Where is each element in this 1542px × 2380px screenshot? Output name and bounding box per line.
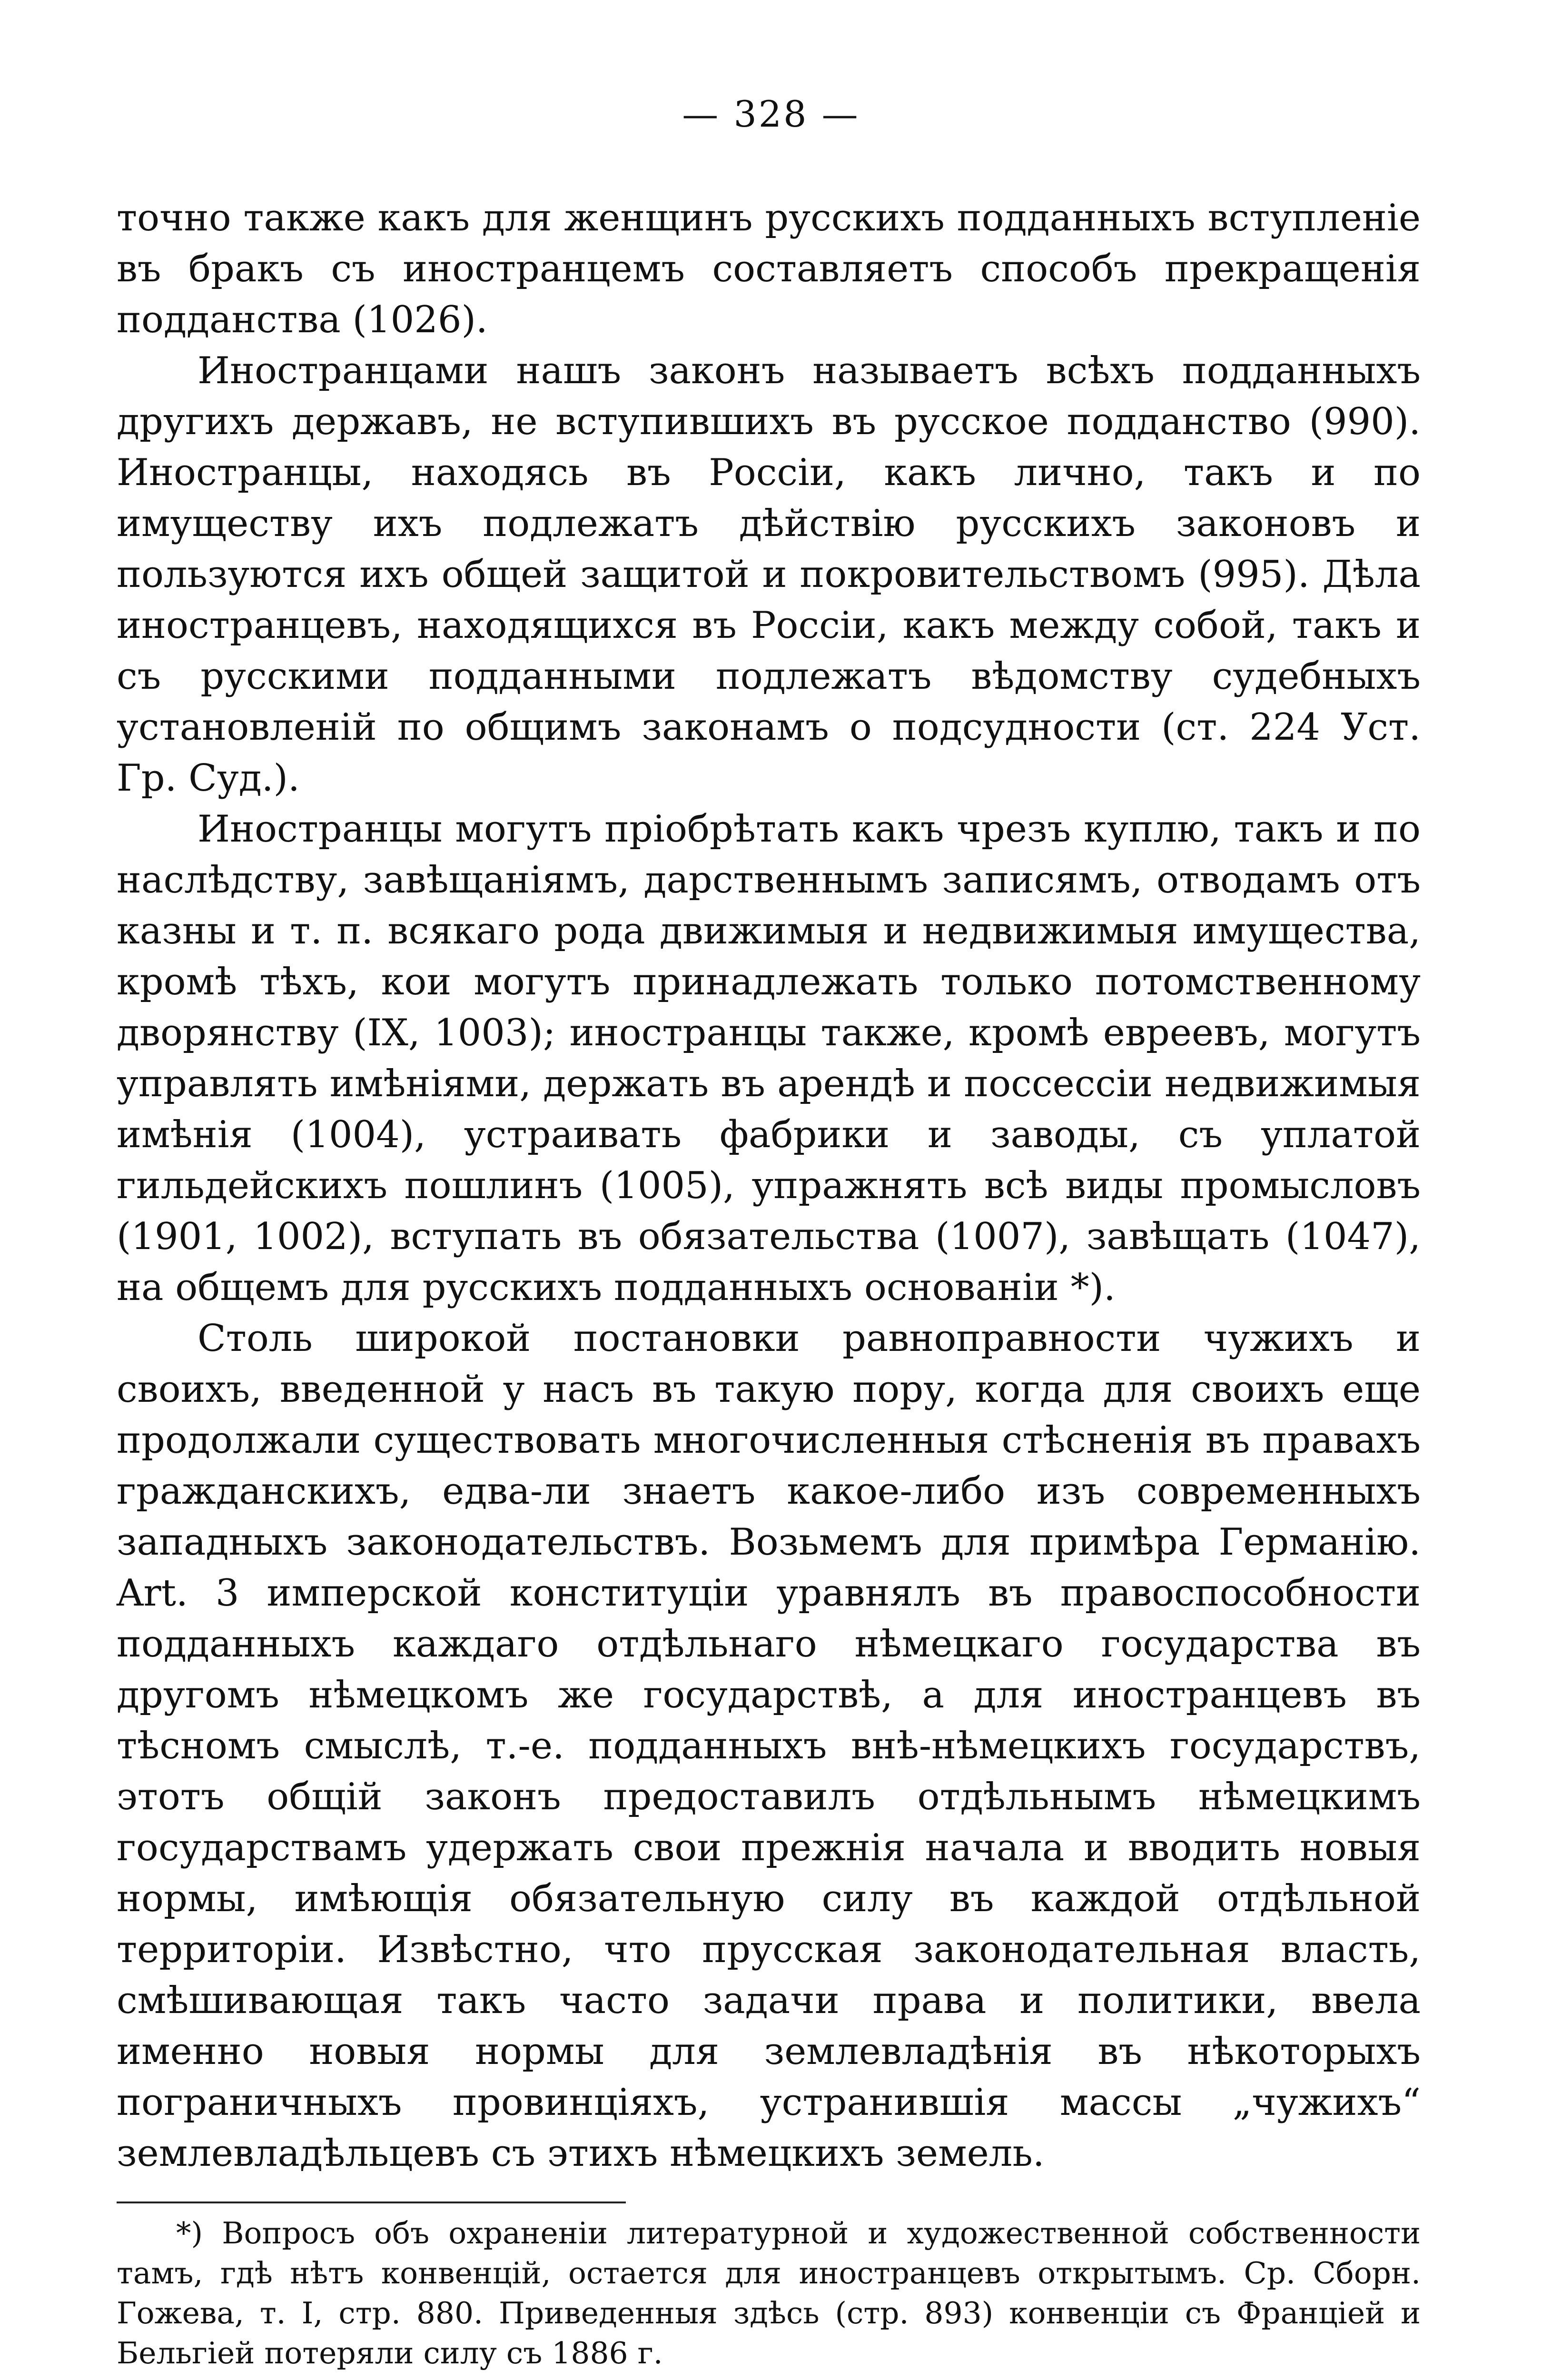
- page-number: — 328 —: [682, 93, 860, 135]
- paragraph-foreigners-definition: Иностранцами нашъ законъ называетъ всѣхъ подданныхъ другихъ державъ, не вступившихъ въ русское подданство (990). Иностранцы, находясь въ Россіи, какъ лично, такъ и по имуществу ихъ подлежатъ дѣйствію русскихъ законовъ и пользуются ихъ общей защитой и покровительствомъ (995). Дѣла иностранцевъ, находящихся въ Россіи, какъ между собой, такъ и съ русскими подданными подлежатъ вѣдомству судебныхъ установленій по общимъ законамъ о подсудности (ст. 224 Уст. Гр. Суд.).: [117, 349, 1421, 800]
- paragraph-continuation: точно также какъ для женщинъ русскихъ подданныхъ вступленіе въ бракъ съ иностранцемъ составляетъ способъ прекращенія подданства (1026).: [117, 197, 1421, 341]
- footnote-text: *) Вопросъ объ охраненіи литературной и художественной собственности тамъ, гдѣ нѣтъ конвенцій, остается для иностранцевъ открытымъ. Ср. Сборн. Гожева, т. I, стр. 880. Приведенныя здѣсь (стр. 893) конвенціи съ Франціей и Бельгіей потеряли силу съ 1886 г.: [117, 2216, 1421, 2370]
- paragraph-foreigners-property: Иностранцы могутъ пріобрѣтать какъ чрезъ куплю, такъ и по наслѣдству, завѣщаніямъ, дарственнымъ записямъ, отводамъ отъ казны и т. п. всякаго рода движимыя и недвижимыя имущества, кромѣ тѣхъ, кои могутъ принадлежать только потомственному дворянству (IX, 1003); иностранцы также, кромѣ евреевъ, могутъ управлять имѣніями, держать въ арендѣ и поссессіи недвижимыя имѣнія (1004), устраивать фабрики и заводы, съ уплатой гильдейскихъ пошлинъ (1005), упражнять всѣ виды промысловъ (1901, 1002), вступать въ обязательства (1007), завѣщать (1047), на общемъ для русскихъ подданныхъ основаніи *).: [117, 808, 1421, 1309]
- footnote-divider: [117, 2202, 626, 2203]
- paragraph-equality-comparison: Столь широкой постановки равноправности чужихъ и своихъ, введенной у насъ въ такую пору, когда для своихъ еще продолжали существовать многочисленныя стѣсненія въ правахъ гражданскихъ, едва-ли знаетъ какое-либо изъ современныхъ западныхъ законодательствъ. Возьмемъ для примѣра Германію. Art. 3 имперской конституціи уравнялъ въ правоспособности подданныхъ каждаго отдѣльнаго нѣмецкаго государства въ другомъ нѣмецкомъ же государствѣ, а для иностранцевъ въ тѣсномъ смыслѣ, т.-е. подданныхъ внѣ-нѣмецкихъ государствъ, этотъ общій законъ предоставилъ отдѣльнымъ нѣмецкимъ государствамъ удержать свои прежнія начала и вводить новыя нормы, имѣющія обязательную силу въ каждой отдѣльной территоріи. Извѣстно, что прусская законодательная власть, смѣшивающая такъ часто задачи права и политики, ввела именно новыя нормы для землевладѣнія въ нѣкоторыхъ пограничныхъ провинціяхъ, устранившія массы „чужихъ“ землевладѣльцевъ съ этихъ нѣмецкихъ земель.: [117, 1317, 1421, 2175]
- footnote: [117, 2213, 1421, 2373]
- main-text-body: [117, 193, 1421, 2179]
